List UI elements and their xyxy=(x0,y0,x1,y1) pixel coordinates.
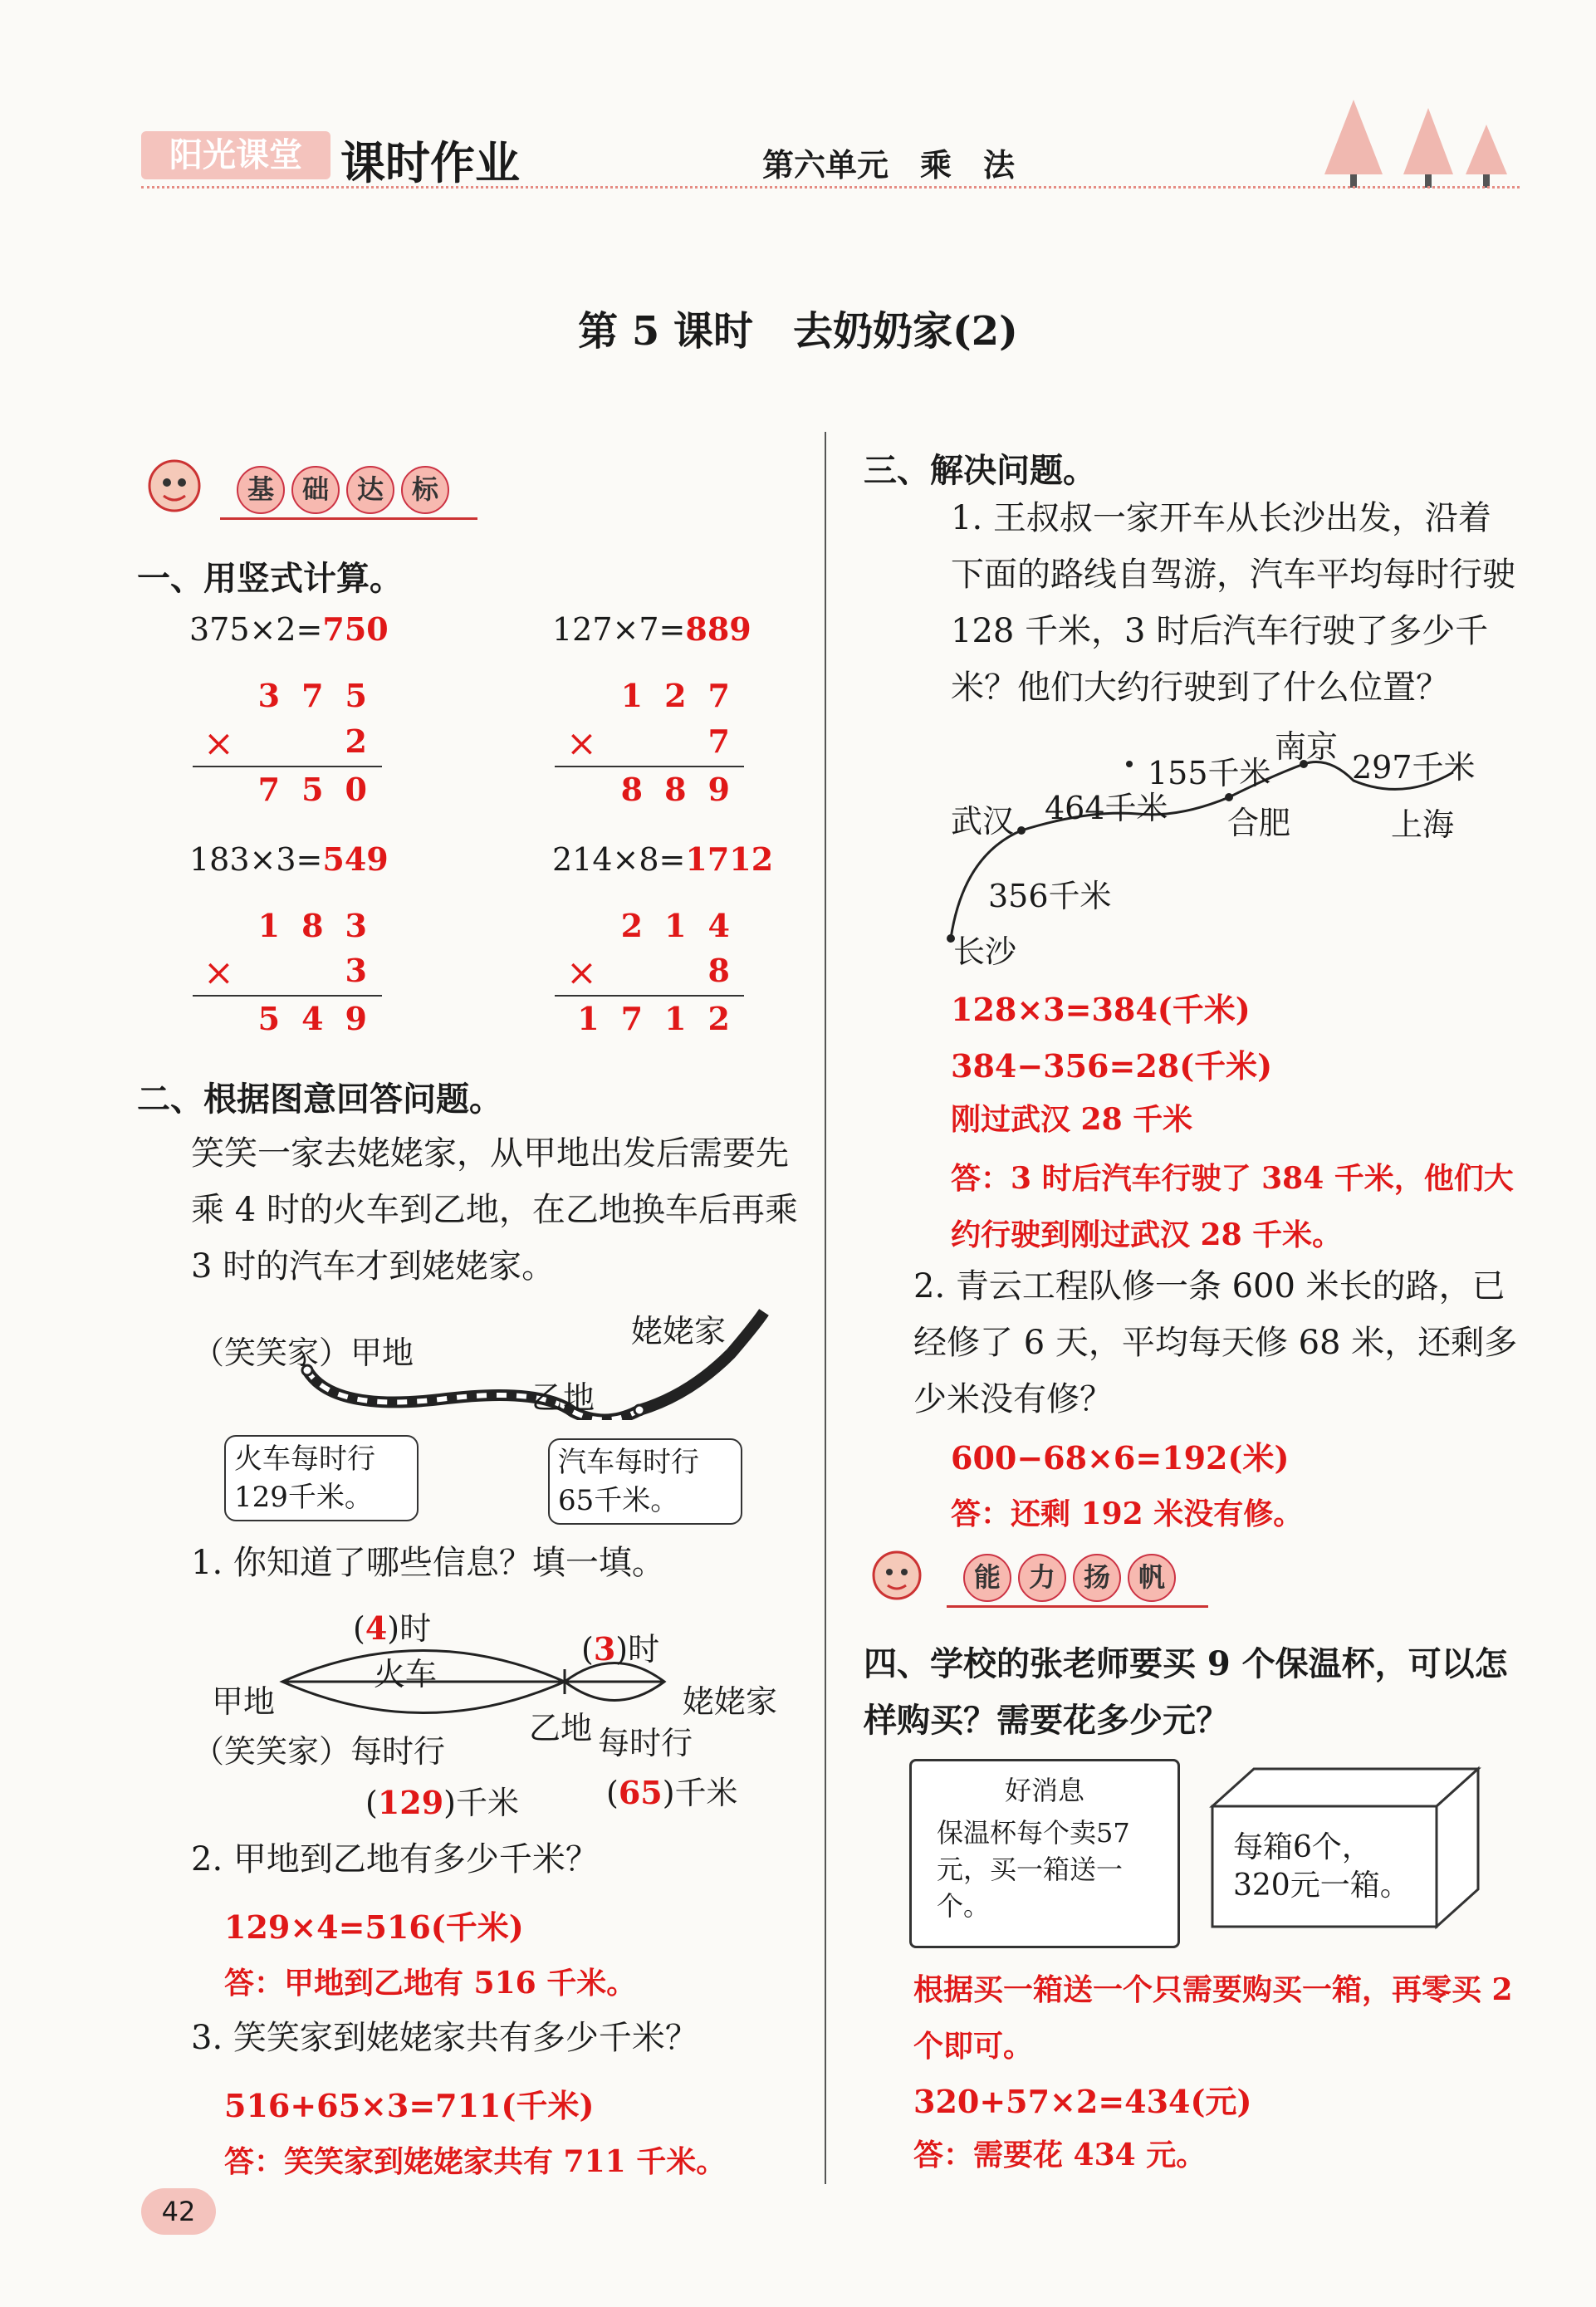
badge-char: 帆 xyxy=(1128,1554,1176,1602)
city-shanghai: 上海 xyxy=(1391,806,1455,843)
q2-answer: 答：甲地到乙地有 516 千米。 xyxy=(224,1966,637,2001)
p1-calc1: 128×3=384(千米) xyxy=(951,991,1251,1028)
p1-calc2: 384−356=28(千米) xyxy=(951,1047,1273,1085)
vertical-mult: 7 xyxy=(707,722,751,760)
vertical-mult: 3 xyxy=(345,952,389,989)
q1-text: 1. 你知道了哪些信息？填一填。 xyxy=(191,1544,665,1582)
p1-note: 刚过武汉 28 千米 xyxy=(951,1102,1193,1137)
map-mid-label: 乙地 xyxy=(531,1379,595,1416)
section3-heading: 三、解决问题。 xyxy=(864,451,1096,490)
badge-char: 础 xyxy=(291,466,340,514)
header-dotted-line xyxy=(141,186,1520,189)
mid-label: 乙地 xyxy=(529,1710,593,1746)
p2-answer: 答：还剩 192 米没有修。 xyxy=(951,1496,1304,1531)
cartoon-girl-icon xyxy=(859,1540,934,1615)
vertical-result: 889 xyxy=(620,771,751,808)
badge-char: 达 xyxy=(346,466,394,514)
car-speed: (65)千米 xyxy=(606,1774,738,1811)
vertical-mult: 2 xyxy=(345,722,389,760)
vertical-rule xyxy=(193,995,382,997)
train-hours: (4)时 xyxy=(353,1609,432,1647)
badge-char: 能 xyxy=(963,1554,1011,1602)
train-speed-box: 火车每时行129千米。 xyxy=(224,1435,419,1521)
vertical-top: 127 xyxy=(620,677,751,714)
p1-answer: 答：3 时后汽车行驶了 384 千米，他们大约行驶到刚过武汉 28 千米。 xyxy=(951,1161,1514,1252)
vertical-result: 549 xyxy=(257,1000,389,1037)
unit-title: 第六单元 乘 法 xyxy=(762,146,1016,184)
tree-decoration-icon xyxy=(1320,100,1520,191)
vertical-top: 214 xyxy=(620,907,751,944)
lesson-title: 第 5 课时 去奶奶家(2) xyxy=(578,308,1018,355)
badge-char: 力 xyxy=(1018,1554,1066,1602)
brand-logo: 阳光课堂 xyxy=(141,131,330,179)
header xyxy=(141,125,1520,191)
dist-297: 297千米 xyxy=(1352,749,1476,786)
cartoon-mascot-icon xyxy=(137,453,212,527)
p2-text: 2. 青云工程队修一条 600 米长的路，已经修了 6 天，平均每天修 68 米，还剩多少米没有修？ xyxy=(913,1267,1518,1418)
vertical-mult: 8 xyxy=(707,952,751,989)
p2-calc: 600−68×6=192(米) xyxy=(951,1439,1290,1477)
calc-expr: 183×3=549 xyxy=(189,840,389,878)
mid-sub: 每时行 xyxy=(598,1725,693,1761)
dist-464: 464千米 xyxy=(1045,790,1168,826)
box-text: 每箱6个，320元一箱。 xyxy=(1233,1830,1410,1903)
train-label: 火车 xyxy=(374,1656,438,1692)
s4-answer1: 根据买一箱送一个只需要购买一箱，再零买 2 个即可。 xyxy=(913,1972,1513,2064)
right-label: 姥姥家 xyxy=(683,1683,778,1720)
calc-expr: 375×2=750 xyxy=(189,610,389,648)
map-end-label: 姥姥家 xyxy=(631,1313,727,1349)
page-number-badge: 42 xyxy=(141,2188,216,2235)
city-wuhan: 武汉 xyxy=(951,803,1015,840)
vertical-rule xyxy=(555,766,744,767)
train-speed: (129)千米 xyxy=(365,1784,519,1821)
vertical-rule xyxy=(193,766,382,767)
q2-text: 2. 甲地到乙地有多少千米？ xyxy=(191,1840,599,1878)
times-sign: × xyxy=(566,722,597,765)
times-sign: × xyxy=(203,952,234,994)
q2-calc: 129×4=516(千米) xyxy=(224,1908,524,1946)
badge-char: 基 xyxy=(237,466,285,514)
car-hours: (3)时 xyxy=(581,1630,660,1668)
vertical-top: 183 xyxy=(257,907,389,944)
dist-356: 356千米 xyxy=(988,878,1112,914)
car-speed-box: 汽车每时行65千米。 xyxy=(548,1438,742,1525)
s4-answer2: 答：需要花 434 元。 xyxy=(913,2138,1207,2172)
map-start-label: （笑笑家）甲地 xyxy=(193,1335,414,1371)
badge-char: 标 xyxy=(401,466,449,514)
scroll-text: 保温杯每个卖57元，买一箱送一个。 xyxy=(937,1817,1130,1922)
s4-calc: 320+57×2=434(元) xyxy=(913,2083,1252,2120)
series-title: 课时作业 xyxy=(340,136,520,189)
left-label: 甲地 xyxy=(212,1683,276,1720)
vertical-result: 1712 xyxy=(577,1000,751,1037)
dist-155: 155千米 xyxy=(1148,755,1271,791)
section1-heading: 一、用竖式计算。 xyxy=(137,559,403,598)
p1-text: 1. 王叔叔一家开车从长沙出发，沿着下面的路线自驾游，汽车平均每时行驶128 千米，3 时后汽车行驶了多少千米？他们大约行驶到了什么位置？ xyxy=(951,499,1515,707)
section2-intro: 笑笑一家去姥姥家，从甲地出发后需要先乘 4 时的火车到乙地，在乙地换车后再乘 3 时的汽车才到姥姥家。 xyxy=(191,1134,798,1286)
city-nanjing: 南京 xyxy=(1275,728,1339,765)
times-sign: × xyxy=(203,722,234,765)
city-changsha: 长沙 xyxy=(953,933,1017,970)
column-divider xyxy=(825,432,826,2184)
section2-heading: 二、根据图意回答问题。 xyxy=(137,1080,502,1119)
city-hefei: 合肥 xyxy=(1227,805,1291,841)
good-news-scroll xyxy=(909,1759,1180,1948)
badge-ability xyxy=(859,1540,1217,1615)
q3-text: 3. 笑笑家到姥姥家共有多少千米？ xyxy=(191,2019,698,2057)
times-sign: × xyxy=(566,952,597,994)
vertical-top: 375 xyxy=(257,677,389,714)
left-sub: （笑笑家）每时行 xyxy=(193,1733,446,1770)
q3-calc: 516+65×3=711(千米) xyxy=(224,2087,595,2124)
calc-expr: 214×8=1712 xyxy=(552,840,774,878)
badge-char: 扬 xyxy=(1073,1554,1121,1602)
vertical-rule xyxy=(555,995,744,997)
calc-expr: 127×7=889 xyxy=(552,610,751,648)
vertical-result: 750 xyxy=(257,771,389,808)
scroll-title: 好消息 xyxy=(1004,1775,1084,1806)
section4-heading: 四、学校的张老师要买 9 个保温杯，可以怎样购买？需要花多少元？ xyxy=(864,1644,1508,1740)
q3-answer: 答：笑笑家到姥姥家共有 711 千米。 xyxy=(224,2144,727,2179)
badge-basic xyxy=(137,453,486,527)
